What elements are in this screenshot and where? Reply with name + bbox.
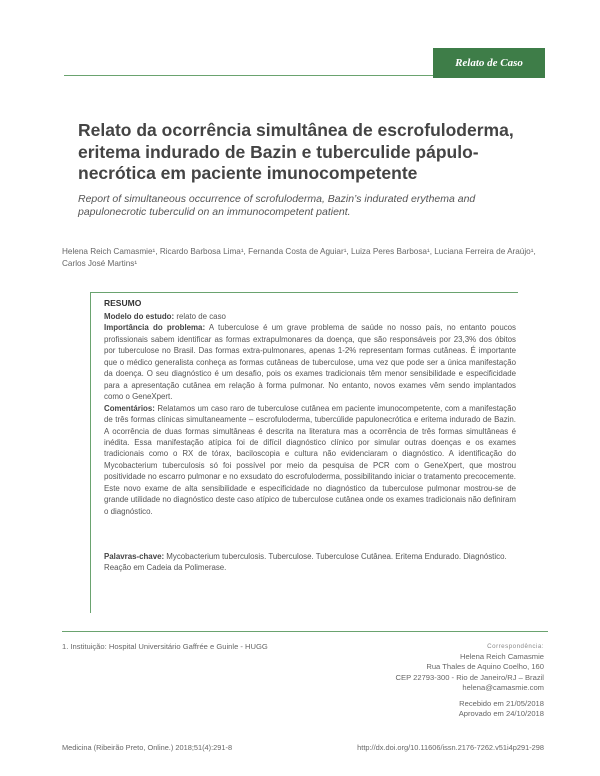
institution-footnote: 1. Instituição: Hospital Universitário Gaffrée e Guinle - HUGG <box>62 642 268 651</box>
abstract-heading: RESUMO <box>104 298 142 308</box>
doi-link[interactable]: http://dx.doi.org/10.11606/issn.2176-7262.v51i4p291-298 <box>357 743 544 752</box>
correspondence-block <box>396 642 544 693</box>
footer-rule <box>62 631 548 632</box>
abstract-body <box>104 311 516 517</box>
correspondence-heading: Correspondência: <box>487 643 544 650</box>
article-subtitle: Report of simultaneous occurrence of scrofuloderma, Bazin’s indurated erythema and papulonecrotic tuberculid on an immunocompetent patient. <box>78 193 476 218</box>
journal-citation: Medicina (Ribeirão Preto, Online.) 2018;51(4):291-8 <box>62 743 233 752</box>
correspondence-email[interactable]: helena@camasmie.com <box>462 682 544 692</box>
correspondence-name: Helena Reich Camasmie <box>460 652 544 662</box>
abstract-study-model: Modelo do estudo: relato de caso <box>104 312 226 321</box>
article-dates <box>459 699 544 719</box>
correspondence-address-1: Rua Thales de Aquino Coelho, 160 <box>426 662 544 672</box>
received-date: Recebido em 21/05/2018 <box>459 699 544 708</box>
keywords: Palavras-chave: Mycobacterium tuberculosis. Tuberculose. Tuberculose Cutânea. Eritema Endurado. Diagnóstico. Reação em Cadeia da Polimerase. <box>104 552 507 573</box>
abstract-comments: Comentários: Relatamos um caso raro de tuberculose cutânea em paciente imunocompetente, com a manifestação de três formas clínicas simultaneamente – escrofuloderma, tubercúlide papulonecrótica e eritema indurado de Bazin. A ocorrência de duas formas simultâneas é descrita na literatura mas a ocorrência de três formas simultâneas é inédita. Essa manifestação atípica foi de difícil diagnóstico clínico por simular outras doenças e os exames tradicionais como o RX de tórax, baciloscopia e cultura não evidenciaram o diagnóstico. A identificação do Mycobacterium tuberculosis só foi possível por meio da pesquisa de PCR com o GeneXpert, que mostrou positividade no escarro pulmonar e no exsudato do escrofuloderma, possibilitando iniciar o tratamento precocemente. Este novo exame de alta sensibilidade e especificidade no diagnóstico da tuberculose pulmonar mostrou-se de grande utilidade no diagnóstico deste caso atípico de tuberculose cutânea onde os exames tradicionais não definiram o diagnóstico. <box>104 403 516 516</box>
article-title: Relato da ocorrência simultânea de escrofuloderma, eritema indurado de Bazin e tuberculide pápulo-necrótica em paciente imunocompetente <box>78 120 514 183</box>
author-list: Helena Reich Camasmie¹, Ricardo Barbosa Lima¹, Fernanda Costa de Aguiar¹, Luiza Peres Barbosa¹, Luciana Ferreira de Araújo¹, Carlos José Martins¹ <box>62 247 536 268</box>
correspondence-address-2: CEP 22793-300 - Rio de Janeiro/RJ – Brazil <box>395 672 544 682</box>
abstract-importance: Importância do problema: A tuberculose é um grave problema de saúde no nosso país, no entanto poucos profissionais sabem identificar as formas extrapulmonares da doença, que são responsáveis por 23,3% dos óbitos por tuberculose no Brasil. Das formas extra-pulmonares, apenas 1-2% representam formas cutâneas. É importante que o médico generalista conheça as formas cutâneas de tuberculose, uma vez que pode ser a única manifestação da doença. O seu diagnóstico é um desafio, pois os exames tradicionais têm menor sensibilidade e especificidade para a apresentação cutânea em relação à forma pulmonar. No entanto, novos exames vêm sendo implantados como o GeneXpert. <box>104 323 516 402</box>
approved-date: Aprovado em 24/10/2018 <box>458 709 544 719</box>
section-tag: Relato de Caso <box>433 48 545 78</box>
